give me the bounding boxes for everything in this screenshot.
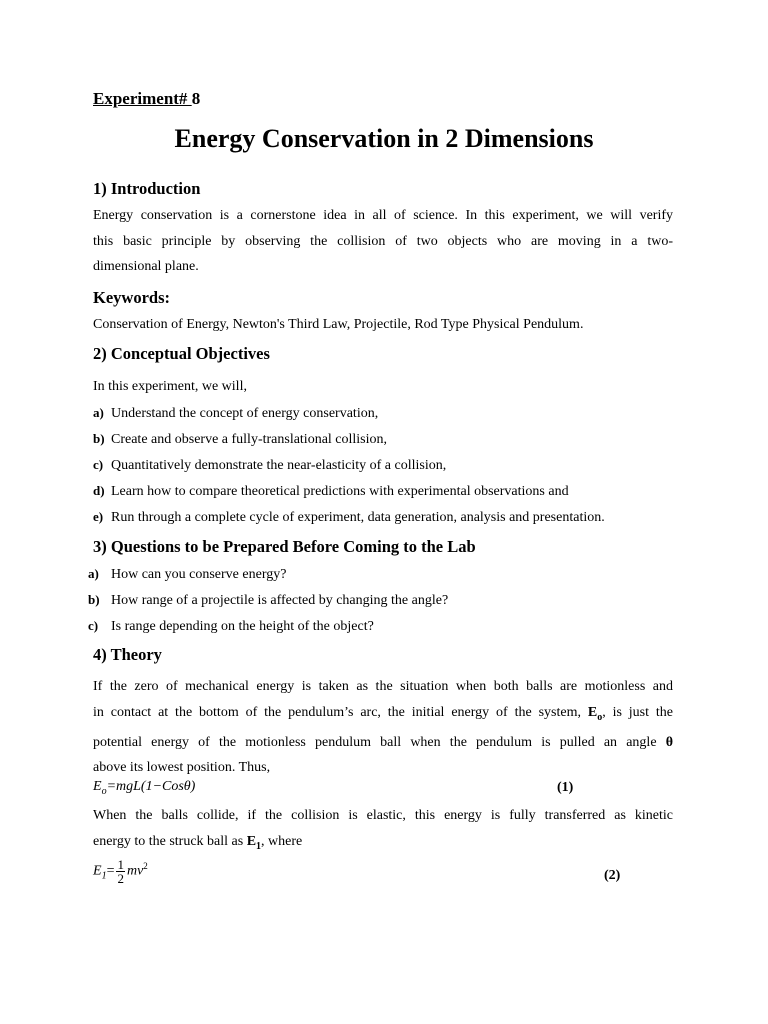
question-item: a) How can you conserve energy? — [88, 566, 287, 582]
theory-line-3: potential energy of the motionless pendulum ball when the pendulum is pulled an angle θ — [93, 734, 673, 750]
question-item: b) How range of a projectile is affected by changing the angle? — [88, 592, 449, 608]
theory-heading: 4) Theory — [93, 645, 162, 664]
objectives-heading: 2) Conceptual Objectives — [93, 344, 270, 363]
keywords-heading: Keywords: — [93, 288, 170, 307]
experiment-label: Experiment# 8 — [93, 89, 201, 108]
objective-item: d) Learn how to compare theoretical predictions with experimental observations and — [93, 483, 569, 499]
objective-item: c) Quantitatively demonstrate the near-elasticity of a collision, — [93, 457, 447, 473]
theory-line-2: in contact at the bottom of the pendulum’s arc, the initial energy of the system, $E_o$, is just the — [93, 704, 673, 723]
equation-2: $E_1=$ $\frac{1}{2}$ $mv^2$ — [93, 857, 148, 886]
intro-line-3: dimensional plane. — [93, 259, 199, 274]
objective-item: a) Understand the concept of energy conservation, — [93, 405, 379, 421]
theory-paragraph-1 — [93, 674, 673, 781]
fraction: $\frac{1}{2}$ — [117, 857, 124, 886]
question-item: c) Is range depending on the height of the object? — [88, 618, 374, 634]
intro-line-2: this basic principle by observing the collision of two objects who are moving in a two- — [93, 233, 673, 249]
objective-item: b) Create and observe a fully-translational collision, — [93, 431, 388, 447]
theory-line-1: If the zero of mechanical energy is taken as the situation when both balls are motionless and — [93, 679, 673, 694]
theory-line-6: energy to the struck ball as $E_1$, where — [93, 833, 303, 852]
theory-line-4: above its lowest position. Thus, — [93, 760, 271, 776]
keywords-text: Conservation of Energy, Newton's Third Law, Projectile, Rod Type Physical Pendulum. — [93, 317, 584, 332]
intro-paragraph — [93, 203, 673, 280]
theory-paragraph-2 — [93, 803, 673, 859]
objectives-lead: In this experiment, we will, — [93, 379, 247, 394]
theory-line-5: When the balls collide, if the collision is elastic, this energy is fully transferred as kinetic — [93, 808, 673, 823]
intro-line-1: Energy conservation is a cornerstone idea in all of science. In this experiment, we will verify — [93, 208, 673, 223]
objective-item: e) Run through a complete cycle of experiment, data generation, analysis and presentation. — [93, 509, 605, 525]
equation-2-number: (2) — [604, 868, 621, 883]
questions-heading: 3) Questions to be Prepared Before Coming to the Lab — [93, 537, 476, 556]
intro-heading: 1) Introduction — [93, 179, 201, 198]
equation-1: $E_o=mgL(1-Cos\theta)$ — [93, 779, 196, 797]
equation-1-number: (1) — [557, 780, 574, 795]
page-title: Energy Conservation in 2 Dimensions — [174, 124, 594, 153]
